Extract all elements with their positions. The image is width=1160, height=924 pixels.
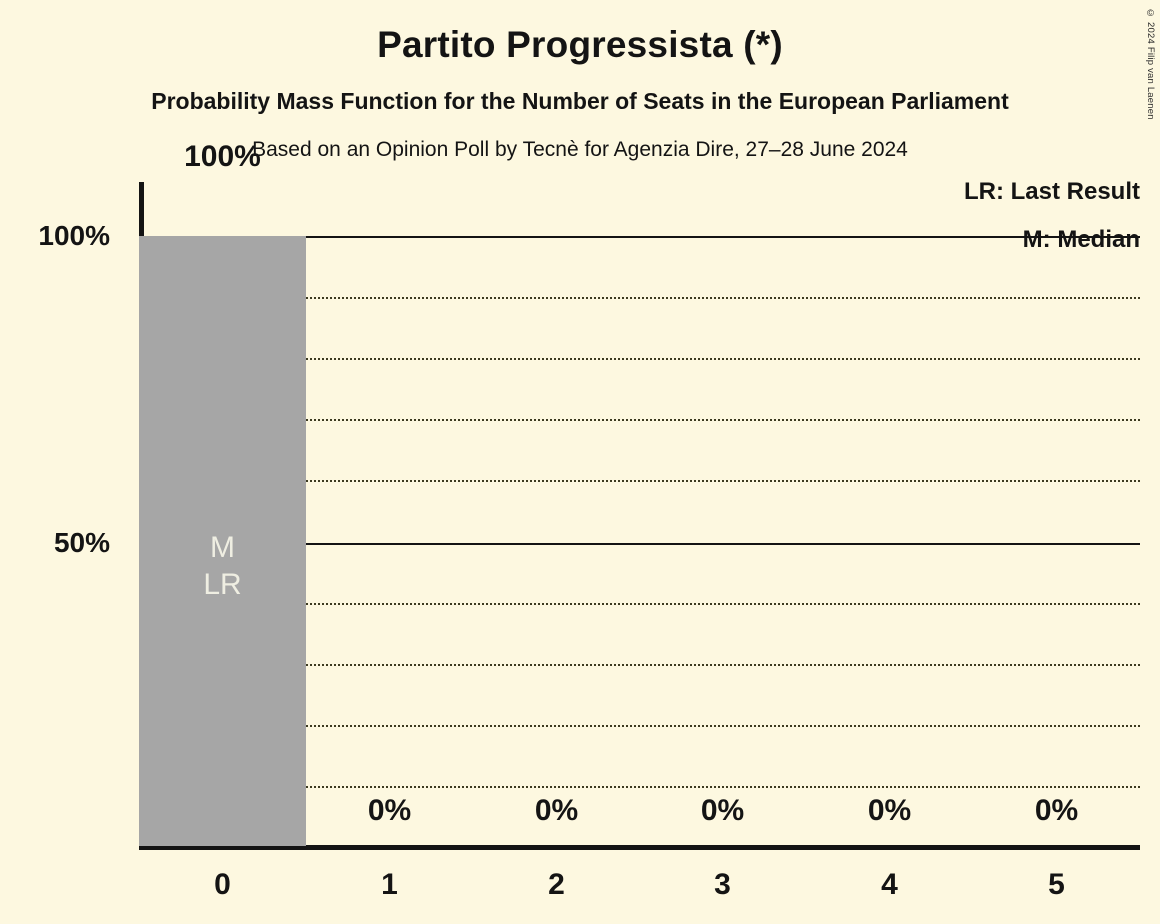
- x-tick-label-1: 1: [381, 868, 398, 901]
- y-tick-label-100: 100%: [38, 220, 110, 251]
- bar-3-value-label: 0%: [700, 794, 745, 827]
- x-tick-label-5: 5: [1048, 868, 1065, 901]
- legend-last-result: LR: Last Result: [963, 178, 1140, 205]
- chart-subtitle: Probability Mass Function for the Number of Seats in the European Parliament: [151, 88, 1009, 114]
- x-tick-label-3: 3: [714, 868, 731, 901]
- bar-5-value-label: 0%: [1034, 794, 1079, 827]
- copyright-notice: © 2024 Filip van Laenen: [1145, 8, 1156, 120]
- legend-median: M: Median: [1022, 226, 1140, 253]
- y-tick-label-50: 50%: [53, 527, 110, 558]
- bar-0[interactable]: [139, 236, 306, 846]
- x-tick-label-0: 0: [214, 868, 231, 901]
- x-tick-label-4: 4: [881, 868, 898, 901]
- chart-title: Partito Progressista (*): [377, 24, 783, 65]
- chart-source-line: Based on an Opinion Poll by Tecnè for Agenzia Dire, 27–28 June 2024: [252, 138, 908, 161]
- bar-0-value-label: 100%: [184, 140, 261, 173]
- bar-0-median-marker: M: [210, 531, 235, 564]
- bar-2-value-label: 0%: [534, 794, 579, 827]
- bar-0-last-result-marker: LR: [203, 567, 242, 601]
- bar-1-value-label: 0%: [367, 794, 412, 827]
- bar-4-value-label: 0%: [867, 794, 912, 827]
- x-tick-label-2: 2: [548, 868, 565, 901]
